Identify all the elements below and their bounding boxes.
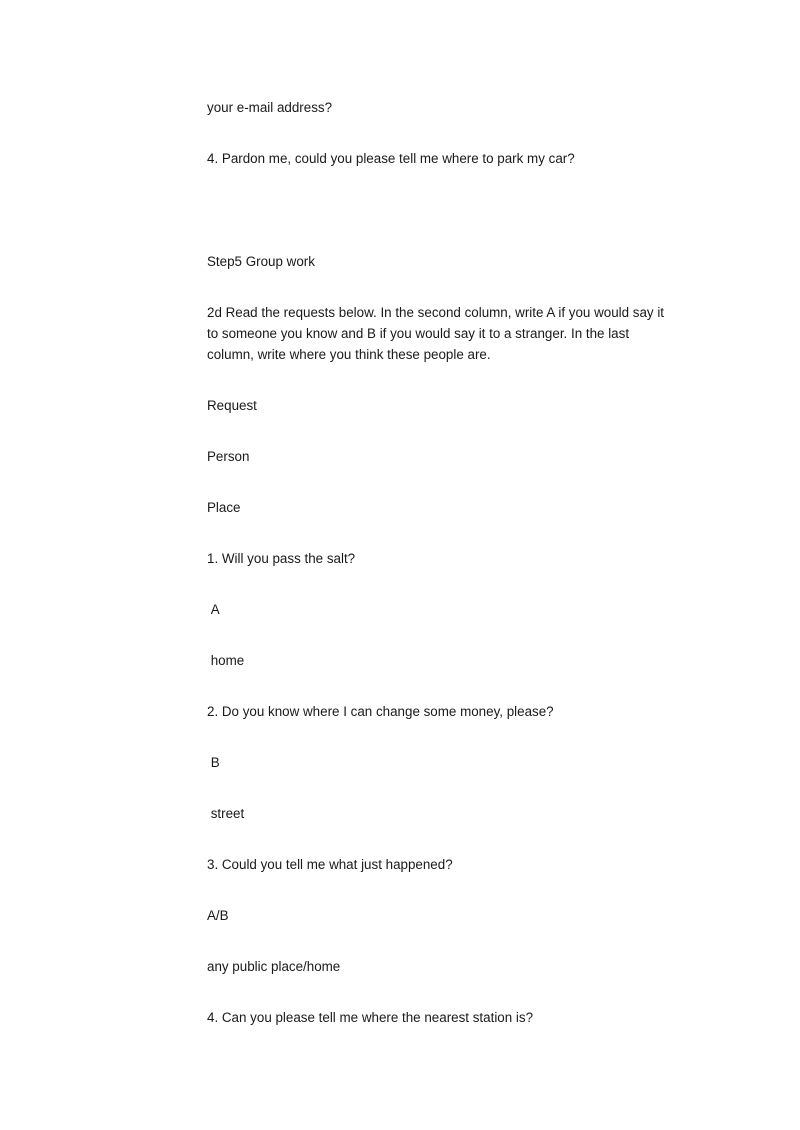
row1-place: home [207, 653, 245, 668]
row1-request: 1. Will you pass the salt? [207, 551, 356, 566]
row3-place: any public place/home [207, 959, 341, 974]
row3-person: A/B [207, 908, 229, 923]
table-header-place: Place [207, 500, 241, 515]
row2-place: street [207, 806, 245, 821]
row2-request: 2. Do you know where I can change some money, please? [207, 704, 554, 719]
row1-person: A [207, 602, 220, 617]
row3-request: 3. Could you tell me what just happened? [207, 857, 453, 872]
table-header-person: Person [207, 449, 250, 464]
table-header-request: Request [207, 398, 257, 413]
step5-heading: Step5 Group work [207, 254, 315, 269]
question-park-car: 4. Pardon me, could you please tell me where to park my car? [207, 151, 575, 166]
continuation-text: your e-mail address? [207, 100, 333, 115]
row2-person: B [207, 755, 220, 770]
row4-request: 4. Can you please tell me where the nearest station is? [207, 1010, 534, 1025]
instructions-2d: 2d Read the requests below. In the second column, write A if you would say it to someone you know and B if you would say it to a stranger. In the last column, write where you think these people are. [207, 305, 668, 362]
